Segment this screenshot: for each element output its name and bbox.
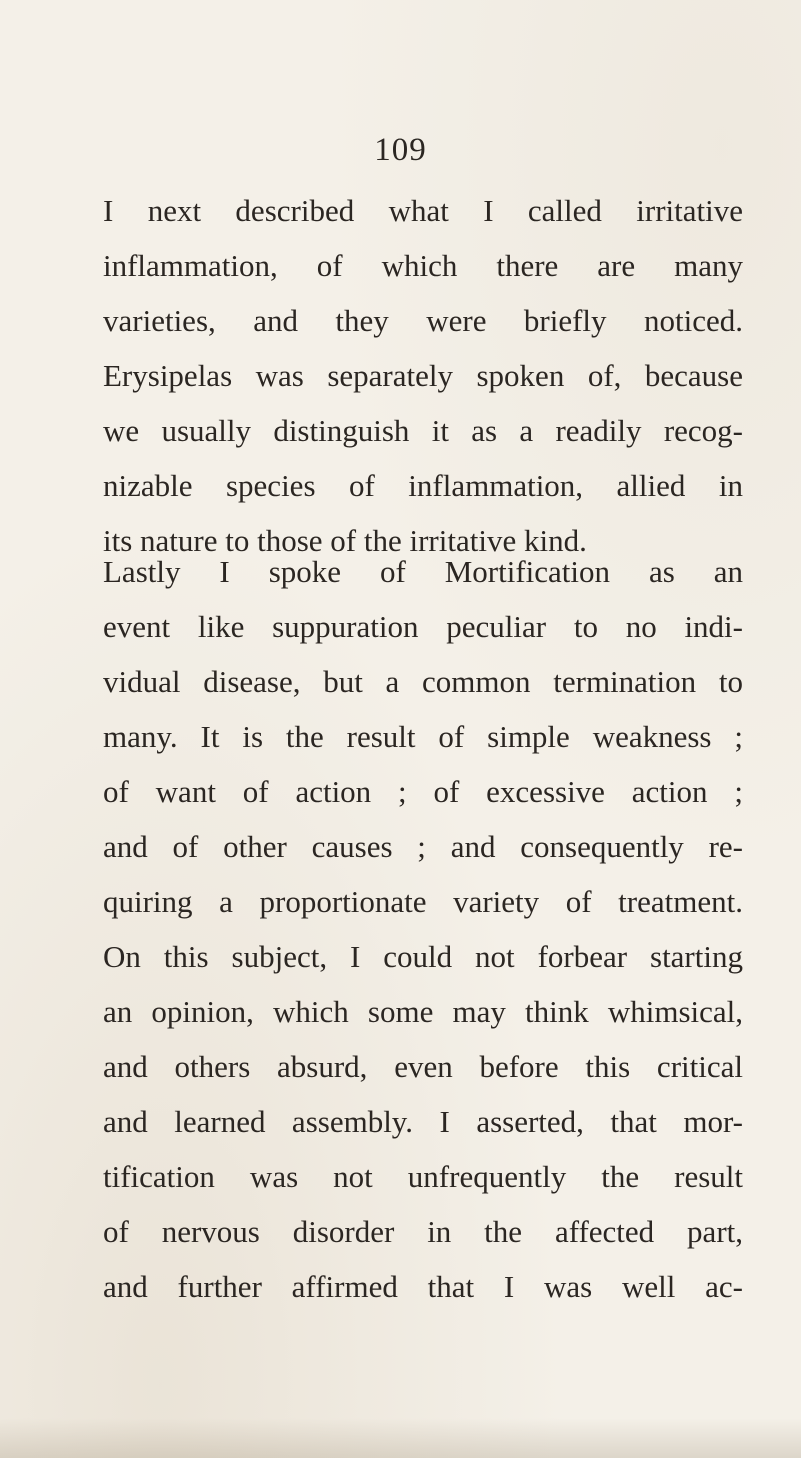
text-line: of want of action ; of excessive action ; <box>103 774 743 809</box>
text-line: and learned assembly. I asserted, that mor- <box>103 1104 743 1139</box>
text-line: an opinion, which some may think whimsical, <box>103 994 743 1029</box>
text-line: tification was not unfrequently the result <box>103 1159 743 1194</box>
text-line: nizable species of inflammation, allied in <box>103 468 743 503</box>
paragraph-mortification <box>103 544 743 1314</box>
text-line: quiring a proportionate variety of treatment. <box>103 884 743 919</box>
text-line: we usually distinguish it as a readily recog- <box>103 413 743 448</box>
text-line: vidual disease, but a common termination to <box>103 664 743 699</box>
page-number: 109 <box>374 132 427 168</box>
text-line: its nature to those of the irritative kind. <box>103 523 587 558</box>
text-line: and of other causes ; and consequently re- <box>103 829 743 864</box>
text-line: event like suppuration peculiar to no indi- <box>103 609 743 644</box>
text-line: of nervous disorder in the affected part, <box>103 1214 743 1249</box>
text-line: Erysipelas was separately spoken of, because <box>103 358 743 393</box>
text-line: I next described what I called irritative <box>103 193 743 228</box>
text-line: and others absurd, even before this critical <box>103 1049 743 1084</box>
paragraph-irritative-inflammation <box>103 183 743 568</box>
text-line: and further affirmed that I was well ac- <box>103 1269 743 1304</box>
text-line: On this subject, I could not forbear starting <box>103 939 743 974</box>
text-line: inflammation, of which there are many <box>103 248 743 283</box>
page-edge-shadow <box>0 1418 801 1458</box>
text-line: Lastly I spoke of Mortification as an <box>103 554 743 589</box>
text-line: many. It is the result of simple weakness ; <box>103 719 743 754</box>
text-line: varieties, and they were briefly noticed. <box>103 303 743 338</box>
